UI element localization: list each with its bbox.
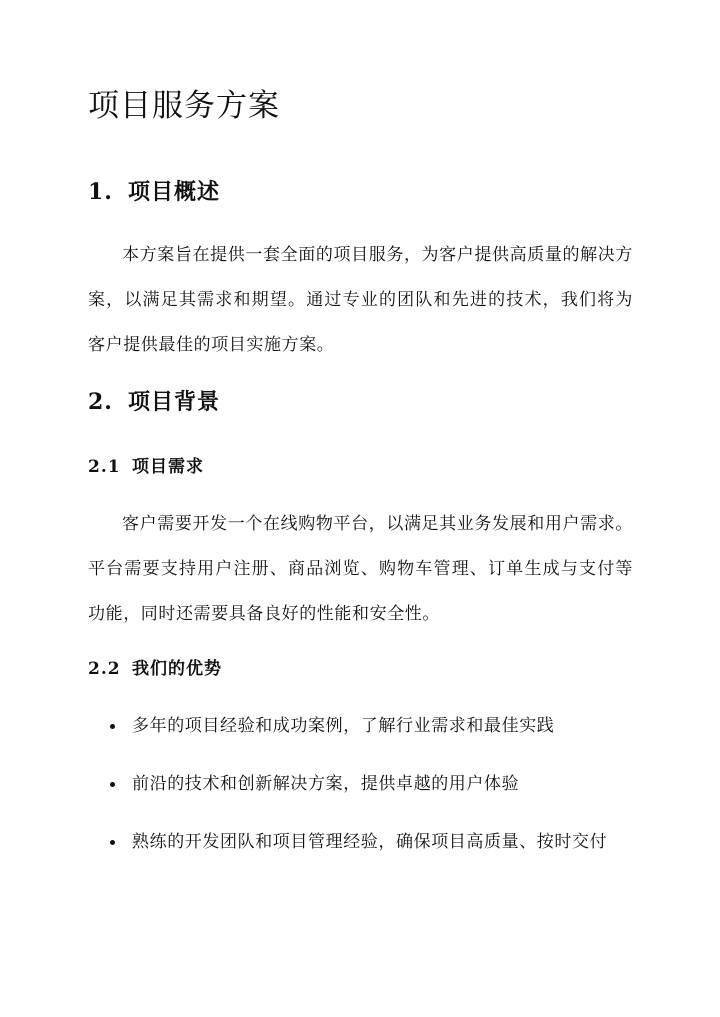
list-item-text: 多年的项目经验和成功案例，了解行业需求和最佳实践: [132, 716, 555, 736]
subsection-number: 2.1: [88, 457, 121, 477]
list-item: [88, 762, 633, 807]
bullet-icon: [110, 782, 115, 787]
subsection-title: 我们的优势: [132, 659, 222, 679]
list-item-text: 熟练的开发团队和项目管理经验，确保项目高质量、按时交付: [132, 832, 608, 852]
subsection-heading-requirements: [88, 454, 204, 480]
section-heading-background: [88, 386, 220, 418]
list-item: [88, 704, 633, 749]
document-title: 项目服务方案: [88, 88, 280, 124]
subsection-heading-advantages: [88, 656, 222, 682]
bullet-icon: [110, 724, 115, 729]
section-heading-overview: [88, 176, 220, 208]
section-number: 1.: [88, 179, 113, 205]
section-title: 项目概述: [128, 179, 221, 205]
subsection-number: 2.2: [88, 659, 121, 679]
list-item: [88, 820, 633, 865]
list-item-text: 前沿的技术和创新解决方案，提供卓越的用户体验: [132, 774, 520, 794]
subsection-title: 项目需求: [132, 457, 204, 477]
advantages-list: [88, 704, 633, 878]
bullet-icon: [110, 840, 115, 845]
overview-paragraph: 本方案旨在提供一套全面的项目服务，为客户提供高质量的解决方案，以满足其需求和期望。通过专业的团队和先进的技术，我们将为客户提供最佳的项目实施方案。: [88, 245, 633, 355]
section-title: 项目背景: [128, 389, 221, 415]
section-number: 2.: [88, 389, 113, 415]
requirements-paragraph: 客户需要开发一个在线购物平台，以满足其业务发展和用户需求。平台需要支持用户注册、商品浏览、购物车管理、订单生成与支付等功能，同时还需要具备良好的性能和安全性。: [88, 514, 633, 624]
